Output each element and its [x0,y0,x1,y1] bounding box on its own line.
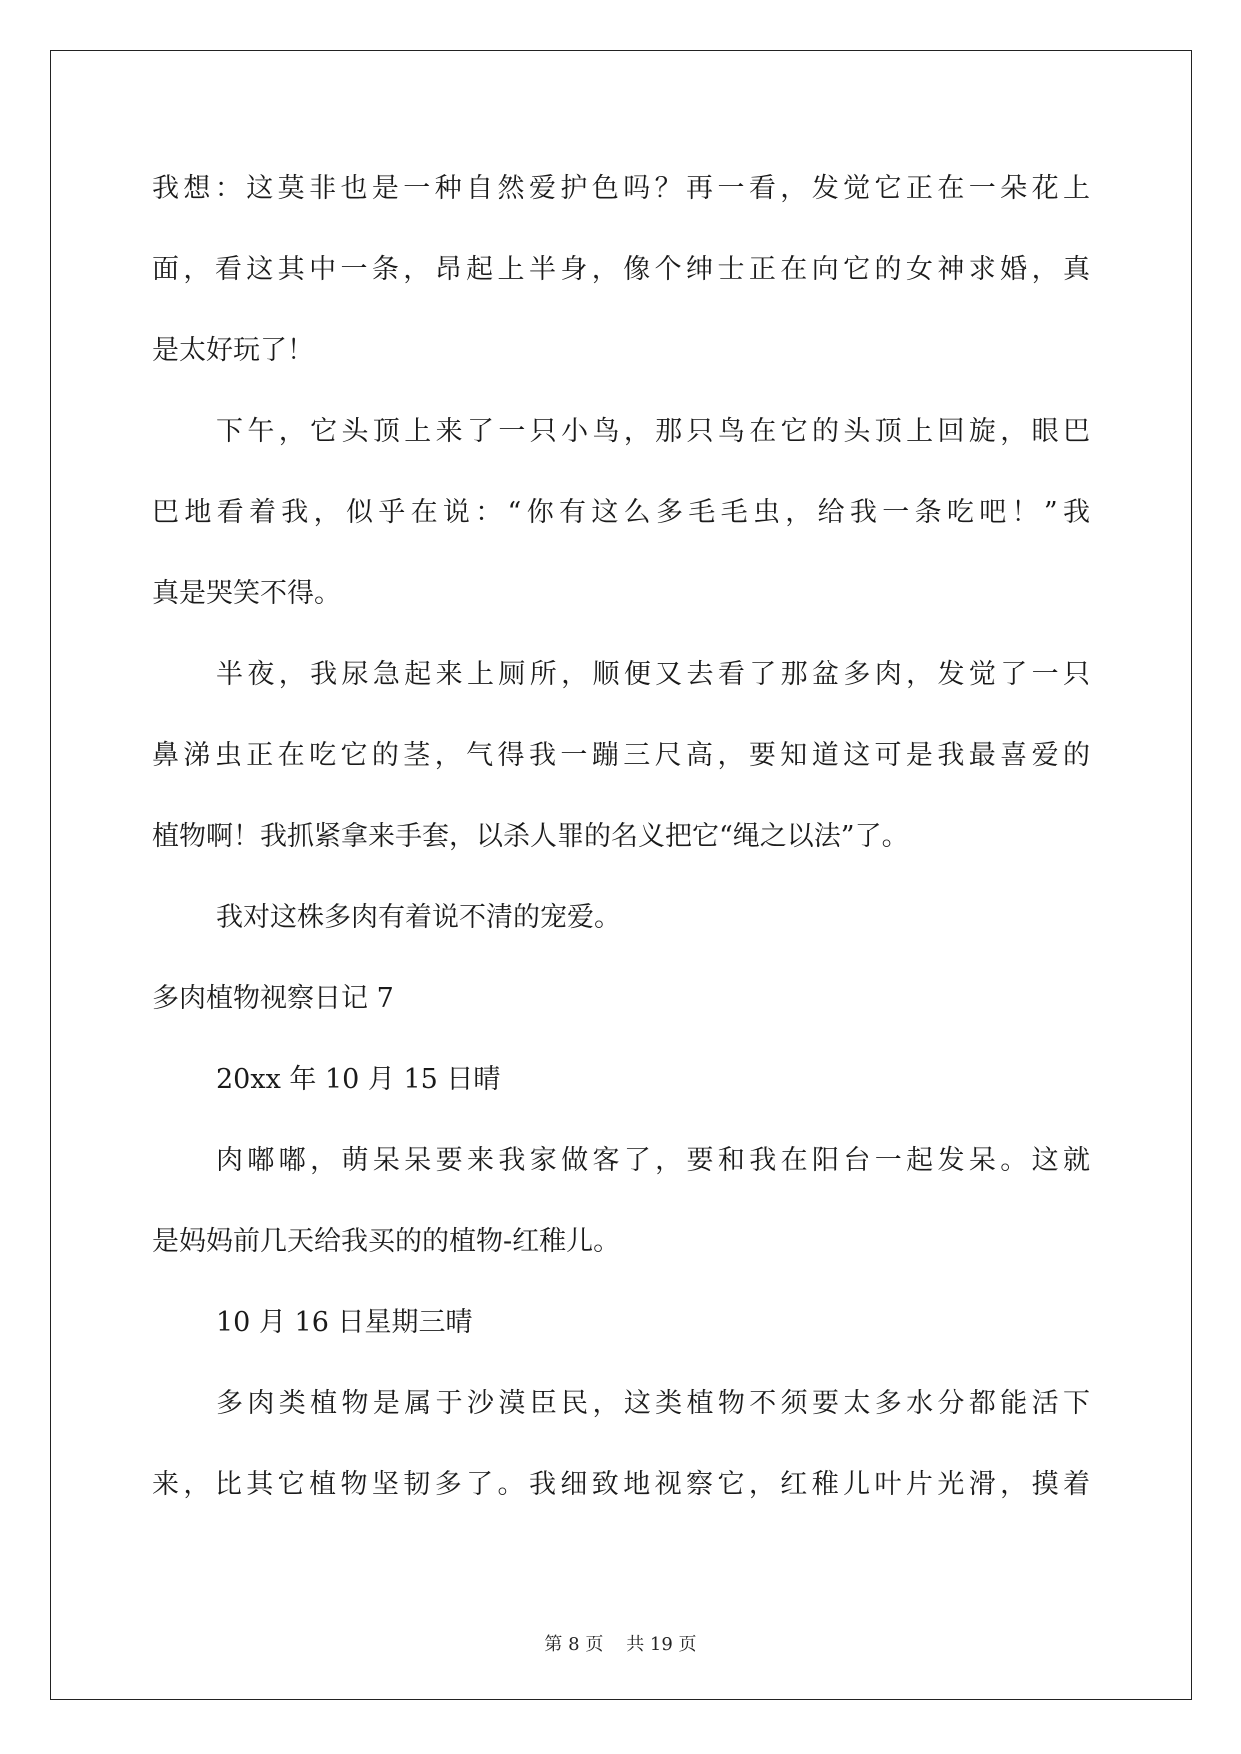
text-line: 多肉类植物是属于沙漠臣民，这类植物不须要太多水分都能活下 [216,1388,1090,1419]
text-line: 是妈妈前几天给我买的的植物-红稚儿。 [152,1226,621,1257]
document-body [152,160,1090,1537]
text-line: 来，比其它植物坚韧多了。我细致地视察它，红稚儿叶片光滑，摸着 [152,1469,1090,1500]
text-line: 植物啊！我抓紧拿来手套，以杀人罪的名义把它“绳之以法”了。 [152,821,909,852]
text-line: 肉嘟嘟，萌呆呆要来我家做客了，要和我在阳台一起发呆。这就 [216,1145,1090,1176]
text-line: 我对这株多肉有着说不清的宠爱。 [216,902,621,933]
page-number-footer: 第 8 页 共 19 页 [544,1634,697,1655]
text-line: 是太好玩了！ [152,335,314,366]
date-line: 10 月 16 日星期三晴 [216,1307,473,1338]
text-line: 我想：这莫非也是一种自然爱护色吗？再一看，发觉它正在一朵花上 [152,173,1090,204]
section-heading: 多肉植物视察日记 7 [152,983,394,1014]
date-line: 20xx 年 10 月 15 日晴 [216,1064,501,1095]
text-line: 面，看这其中一条，昂起上半身，像个绅士正在向它的女神求婚，真 [152,254,1090,285]
text-line: 半夜，我尿急起来上厕所，顺便又去看了那盆多肉，发觉了一只 [216,659,1090,690]
text-line: 下午，它头顶上来了一只小鸟，那只鸟在它的头顶上回旋，眼巴 [216,416,1090,447]
text-line: 巴地看着我，似乎在说：“你有这么多毛毛虫，给我一条吃吧！”我 [152,497,1090,528]
text-line: 鼻涕虫正在吃它的茎，气得我一蹦三尺高，要知道这可是我最喜爱的 [152,740,1090,771]
text-line: 真是哭笑不得。 [152,578,341,609]
